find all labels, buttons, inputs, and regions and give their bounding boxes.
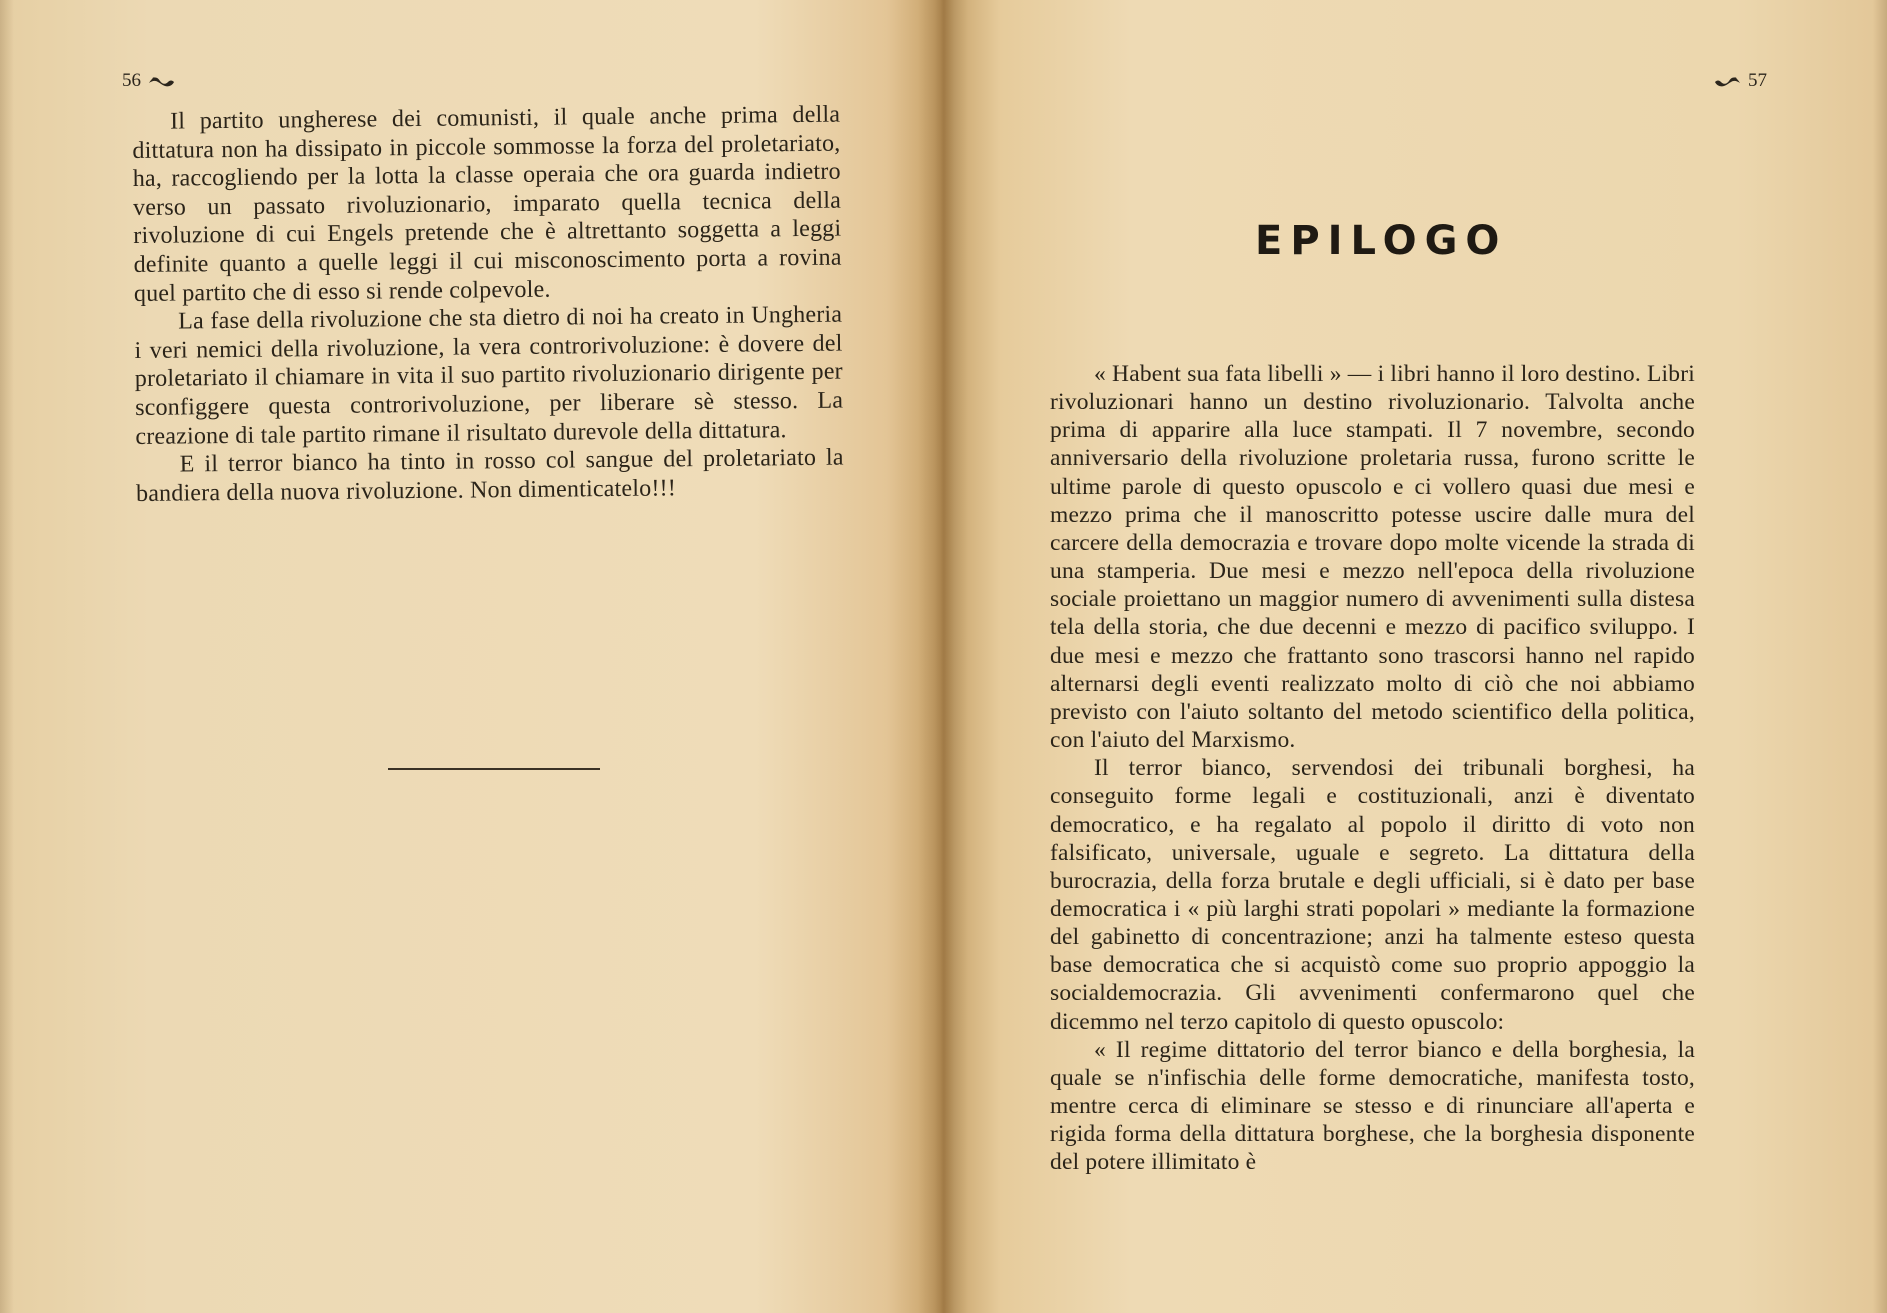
chapter-title: EPILOGO	[1255, 218, 1508, 264]
right-page-header	[1714, 70, 1767, 92]
paragraph: « Habent sua fata libelli » — i libri hanno il loro destino. Libri rivoluzionari hanno un destino rivoluzionario. Talvolta anche prima di apparire alla luce stampati. Il 7 novembre, secondo anniversario della rivoluzione proletaria russa, furono scritte le ultime parole di questo opuscolo e ci vollero quasi due mesi e mezzo prima che il manoscritto potesse uscire dalle mura del carcere della democrazia e trovare dopo molte vicende la strada di una stamperia. Due mesi e mezzo nell'epoca della rivoluzione sociale proiettano un maggior numero di avvenimenti sulla distesa tela della storia, che due decenni e mezzo di pacifico sviluppo. I due mesi e mezzo che frattanto sono trascorsi hanno nel rapido alternarsi degli eventi realizzato molto di ciò che noi abbiamo previsto con l'aiuto soltanto del metodo scientifico della politica, con l'aiuto del Marxismo.	[1050, 361, 1695, 754]
left-page	[0, 0, 940, 1313]
left-page-header	[122, 70, 175, 92]
fleuron-ornament-icon	[1714, 74, 1742, 88]
paragraph: La fase della rivoluzione che sta dietro di noi ha creato in Ungheria i veri nemici della rivoluzione, la vera controrivoluzione: è dovere del proletariato il chiamare in vita il suo partito rivoluzionario dirigente per sconfiggere questa controrivoluzione, per liberare sè stesso. La creazione di tale partito rimane il risultato durevole della dittatura.	[134, 301, 844, 450]
section-end-rule	[388, 768, 600, 770]
paragraph: Il partito ungherese dei comunisti, il quale anche prima della dittatura non ha dissipato in piccole sommosse la forza del proletariato, ha, raccogliendo per la lotta la classe operaia che ora guarda indietro verso un passato rivoluzionario, imparato quella tecnica della rivoluzione di cui Engels pretende che è altrettanto soggetta a leggi definite quanto a quelle leggi il cui misconoscimento porta a rovina quel partito che di esso si rende colpevole.	[132, 101, 842, 307]
right-page-body	[1050, 360, 1695, 1177]
page-number: 57	[1748, 70, 1767, 91]
fleuron-ornament-icon	[147, 74, 175, 88]
page-number: 56	[122, 70, 141, 91]
paragraph: E il terror bianco ha tinto in rosso col sangue del proletariato la bandiera della nuova rivoluzione. Non dimenticatelo!!!	[135, 444, 844, 507]
paragraph: Il terror bianco, servendosi dei tribunali borghesi, ha conseguito forme legali e costituzionali, anzi è diventato democratico, e ha regalato al popolo il diritto di voto non falsificato, universale, uguale e segreto. La dittatura della burocrazia, della forza brutale e degli ufficiali, si è dato per base democratica i « più larghi strati popolari » mediante la formazione del gabinetto di concentrazione; anzi ha talmente esteso questa base democratica che si acquistò come suo proprio appoggio la socialdemocrazia. Gli avvenimenti confermarono quel che dicemmo nel terzo capitolo di questo opuscolo:	[1050, 755, 1695, 1035]
right-page	[940, 0, 1887, 1313]
paragraph: « Il regime dittatorio del terror bianco e della borghesia, la quale se n'infischia delle forme democratiche, manifesta tosto, mentre cerca di eliminare se stesso e di rinunciare all'aperta e rigida forma della dittatura borghese, che la borghesia disponente del potere illimitato è	[1050, 1036, 1695, 1176]
left-page-body	[132, 101, 844, 509]
